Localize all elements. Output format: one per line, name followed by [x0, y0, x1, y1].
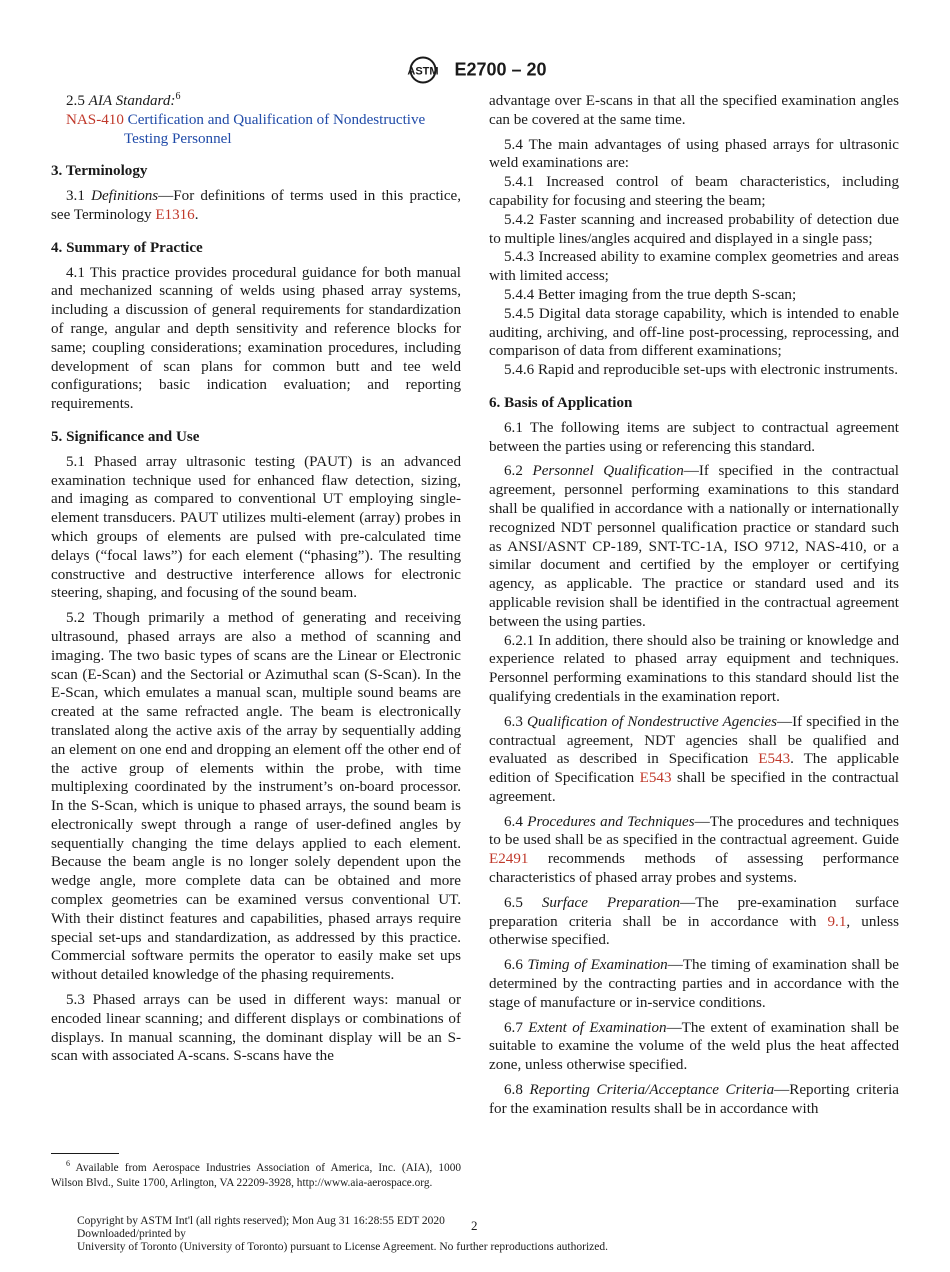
link-e1316[interactable]: E1316: [155, 206, 195, 223]
footnote-6: $^6$ Available from Aerospace Industries Association of America, Inc. (AIA), 1000 Wilson Blvd., Suite 1700, Arlington, VA 22209-3928, http://www.aia-aerospace.org.: [51, 1159, 461, 1189]
paragraph-5-4-1: 5.4.1 Increased control of beam characteristics, including capability for focusing and steering the beam;: [489, 174, 899, 209]
link-section-9-1[interactable]: 9.1: [827, 913, 847, 930]
link-e2491[interactable]: E2491: [489, 851, 529, 868]
paragraph-6-4: 6.4 Procedures and Techniques—The procedures and techniques to be used shall be as specified in the contractual agreement. Guide E2491 recommends methods of assessing performance characteristics of phased array probes and systems.: [489, 813, 899, 887]
heading-terminology: 3. Terminology: [51, 163, 148, 180]
astm-logo: [403, 56, 443, 84]
heading-significance-and-use: 5. Significance and Use: [51, 428, 200, 445]
downloaded-line: Downloaded/printed by: [77, 1228, 186, 1241]
paragraph-5-4-3: 5.4.3 Increased ability to examine complex geometries and areas with limited access;: [489, 249, 899, 285]
heading-basis-of-application: 6. Basis of Application: [489, 394, 633, 411]
paragraph-5-4: 5.4 The main advantages of using phased arrays for ultrasonic weld examinations are:: [489, 136, 899, 172]
page-footer: [77, 1215, 897, 1255]
paragraph-5-3: 5.3 Phased arrays can be used in different ways: manual or encoded linear scanning; and different displays or combinations of displays. In manual scanning, the dominant display will be an S-scan with associated A-scans. S-scans have the: [51, 992, 461, 1065]
heading-summary-of-practice: 4. Summary of Practice: [51, 239, 203, 256]
page-number: 2: [471, 1218, 478, 1233]
paragraph-4-1: 4.1 This practice provides procedural guidance for both manual and mechanized scanning of welds using phased array systems, including a discussion of general requirements for standardization of range, angular and depth sensitivity and reference blocks for same; coupling considerations; examination procedures, including development of scan plans for common butt and tee weld configurations; basic indication evaluation; and reporting requirements.: [51, 264, 461, 413]
paragraph-6-2-1: 6.2.1 In addition, there should also be training or knowledge and experience related to phased array equipment and techniques. Personnel performing examinations to this standard should list the qualifying credentials in the examination report.: [489, 632, 899, 705]
paragraph-6-6: 6.6 Timing of Examination—The timing of examination shall be determined by the contracting parties and in accordance with the stage of manufacture or in-service conditions.: [489, 957, 899, 1011]
paragraph-6-3: 6.3 Qualification of Nondestructive Agencies—If specified in the contractual agreement, NDT agencies shall be qualified and evaluated as described in Specification E543. The applicable edition of Specification E543 shall be specified in the contractual agreement.: [489, 713, 899, 805]
copyright-line: Copyright by ASTM Int'l (all rights reserved); Mon Aug 31 16:28:55 EDT 2020: [77, 1215, 445, 1227]
paragraph-3-1: 3.1 Definitions—For definitions of terms used in this practice, see Terminology E1316.: [51, 188, 462, 223]
paragraph-5-4-6: 5.4.6 Rapid and reproducible set-ups with electronic instruments.: [504, 362, 899, 379]
paragraph-5-1: 5.1 Phased array ultrasonic testing (PAUT) is an advanced examination technique used for enhanced flaw detection, sizing, and imaging as compared to conventional UT employing single-element transducers. PAUT utilizes multi-element (array) probes in which groups of elements are pulsed with pre-calculated time delays (“focal laws”) for each element (“phasing”). The resulting constructive and destructive interference allows for electronic steering, shaping, and focusing of the sound beam.: [51, 453, 461, 602]
section-2-5: 2.5 AIA Standard:$^6$: [66, 90, 181, 109]
document-number: E2700 – 20: [454, 59, 547, 80]
paragraph-5-3-continued: advantage over E-scans in that all the specified examination angles can be covered at the same time.: [489, 93, 899, 128]
paragraph-5-4-5: 5.4.5 Digital data storage capability, which is intended to enable auditing, archiving, and off-line post-processing, reprocessing, and comparison of data from different examinations;: [489, 305, 899, 360]
paragraph-6-8: 6.8 Reporting Criteria/Acceptance Criteria—Reporting criteria for the examination results shall be in accordance with: [489, 1082, 899, 1117]
paragraph-5-4-2: 5.4.2 Faster scanning and increased probability of detection due to multiple lines/angles acquired and displayed in a single pass;: [489, 211, 899, 247]
nas-410-reference[interactable]: NAS-410 Certification and Qualification of Nondestructive Testing Personnel: [66, 111, 426, 147]
paragraph-6-7: 6.7 Extent of Examination—The extent of examination shall be suitable to examine the volume of the weld plus the heat affected zone, unless otherwise specified.: [489, 1019, 899, 1074]
left-column: [51, 92, 461, 1066]
footnote-divider: [51, 1153, 119, 1154]
paragraph-5-4-4: 5.4.4 Better imaging from the true depth S-scan;: [504, 286, 797, 303]
paragraph-6-2: 6.2 Personnel Qualification—If specified in the contractual agreement, personnel performing examinations to this standard shall be qualified in accordance with a nationally or internationally recognized NDT personnel qualification practice or standard such as ANSI/ASNT CP-189, SNT-TC-1A, ISO 9712, NAS-410, or a similar document and certified by the employer or certifying agency, as applicable. The practice or standard used and its applicable revision shall be identified in the contractual agreement between the using parties.: [489, 463, 899, 630]
link-e543-second[interactable]: E543: [639, 770, 672, 787]
link-e543[interactable]: E543: [758, 751, 791, 768]
page-header: [0, 56, 950, 84]
right-column: [489, 92, 899, 1119]
license-line: University of Toronto (University of Toronto) pursuant to License Agreement. No further reproductions authorized.: [77, 1241, 608, 1254]
svg-text:ASTM: ASTM: [407, 65, 440, 78]
paragraph-6-5: 6.5 Surface Preparation—The pre-examination surface preparation criteria shall be in accordance with 9.1, unless otherwise specified.: [489, 894, 900, 949]
paragraph-6-1: 6.1 The following items are subject to contractual agreement between the parties using or referencing this standard.: [489, 419, 899, 455]
paragraph-5-2: 5.2 Though primarily a method of generating and receiving ultrasound, phased arrays are also a method of scanning and imaging. The two basic types of scans are the Linear or Electronic scan (E-Scan) and the Sectorial or Azimuthal scan (S-Scan). In the E-Scan, which emulates a manual scan, multiple sound beams are created at the same refracted angle. The beam is electronically translated along the active axis of the array by sequentially adding an element on one end and dropping an element off the other end of the active group of elements within the probe, with time multiplexing coordinated by the instrument’s on-board processor. In the S-Scan, which is unique to phased arrays, the sound beam is electronically swept through a range of user-defined angles by sequentially changing the time delays applied to each element. Because the beam angle is no longer solely dependent upon the wedge angle, more complete data can be obtained and more complex geometries can be examined versus conventional UT. With their distinct features and capabilities, phased arrays require special set-ups and standardization, as addressed by this practice. Commercial software permits the operator to easily make set ups without detailed knowledge of the phasing requirements.: [51, 610, 461, 984]
